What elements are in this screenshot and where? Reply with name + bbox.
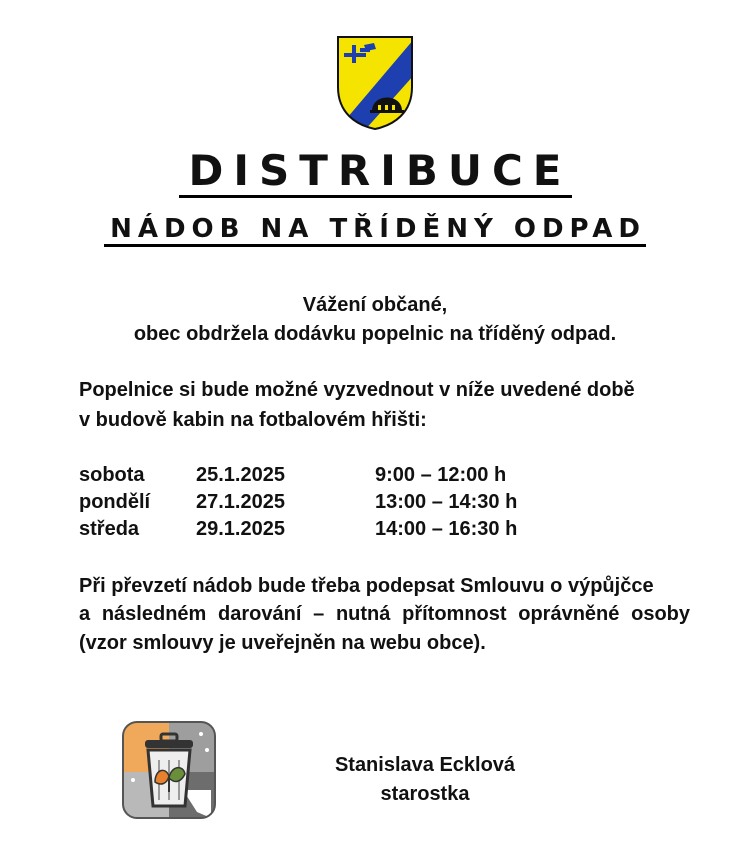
pickup-intro-line-1: Popelnice si bude možné vyzvednout v níže uvedené době [79,379,635,401]
schedule-time: 13:00 – 14:30 h [375,491,518,513]
municipal-coat-of-arms-icon [336,35,414,131]
signature-role: starostka [380,783,470,805]
pickup-intro-line-2: v budově kabin na fotbalovém hřišti: [79,409,427,431]
page-title: DISTRIBUCE [0,146,750,196]
schedule-date: 27.1.2025 [196,491,285,513]
greeting-line-1: Vážení občané, [302,294,448,316]
notice-line-2: a následném darování – nutná přítomnost oprávněné osoby [79,603,690,625]
schedule-row [79,462,699,489]
schedule-day: sobota [79,464,145,486]
greeting-line-2: obec obdržela dodávku popelnic na tříděný odpad. [133,323,617,345]
schedule-time: 14:00 – 16:30 h [375,518,518,540]
schedule-time: 9:00 – 12:00 h [375,464,507,486]
schedule-row [79,516,699,543]
notice-line-1: Při převzetí nádob bude třeba podepsat Smlouvu o výpůjčce [79,575,654,597]
schedule-day: středa [79,518,140,540]
notice-line-3: (vzor smlouvy je uveřejněn na webu obce). [79,632,486,654]
schedule-day: pondělí [79,491,151,513]
schedule-date: 25.1.2025 [196,464,285,486]
schedule-date: 29.1.2025 [196,518,285,540]
signature-name: Stanislava Ecklová [334,754,516,776]
schedule-row [79,489,699,516]
page-subtitle: NÁDOB NA TŘÍDĚNÝ ODPAD [0,212,750,246]
recycling-bin-icon [121,720,217,820]
